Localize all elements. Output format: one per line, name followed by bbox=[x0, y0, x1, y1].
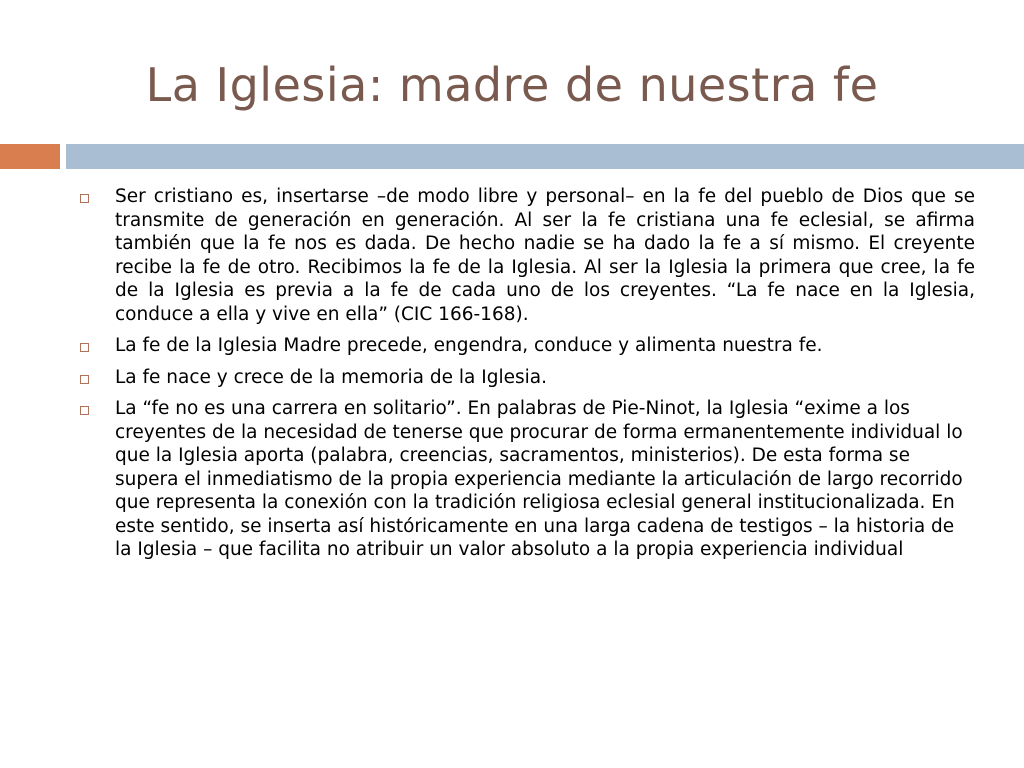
square-bullet-icon bbox=[80, 375, 89, 384]
bullet-list bbox=[80, 185, 975, 570]
bullet-text: La “fe no es una carrera en solitario”. En palabras de Pie-Ninot, la Iglesia “exime a los creyentes de la necesidad de tenerse que procurar de forma ermanentemente individual lo que la Iglesia aporta (palabra, creencias, sacramentos, ministerios). De esta forma se supera el inmediatismo de la propia experiencia mediante la articulación de largo recorrido que representa la conexión con la tradición religiosa eclesial general institucionalizada. En este sentido, se inserta así históricamente en una larga cadena de testigos – la historia de la Iglesia – que facilita no atribuir un valor absoluto a la propia experiencia individual bbox=[115, 398, 963, 560]
bullet-text: Ser cristiano es, insertarse –de modo libre y personal– en la fe del pueblo de Dios que se transmite de generación en generación. Al ser la fe cristiana una fe eclesial, se afirma también que la fe nos es dada. De hecho nadie se ha dado la fe a sí mismo. El creyente recibe la fe de otro. Recibimos la fe de la Iglesia. Al ser la Iglesia la primera que cree, la fe de la Iglesia es previa a la fe de cada uno de los creyentes. “La fe nace en la Iglesia, conduce a ella y vive en ella” (CIC 166-168). bbox=[115, 186, 975, 325]
bullet-text: La fe de la Iglesia Madre precede, engendra, conduce y alimenta nuestra fe. bbox=[115, 335, 823, 356]
square-bullet-icon bbox=[80, 194, 89, 203]
divider-bar bbox=[66, 144, 1024, 169]
square-bullet-icon bbox=[80, 343, 89, 352]
bullet-item bbox=[80, 185, 975, 326]
accent-bar bbox=[0, 144, 60, 169]
bullet-item bbox=[80, 397, 975, 562]
slide-title: La Iglesia: madre de nuestra fe bbox=[145, 58, 879, 112]
bullet-item bbox=[80, 334, 975, 358]
bullet-text: La fe nace y crece de la memoria de la Iglesia. bbox=[115, 366, 547, 388]
square-bullet-icon bbox=[80, 406, 89, 415]
bullet-item bbox=[80, 366, 975, 390]
